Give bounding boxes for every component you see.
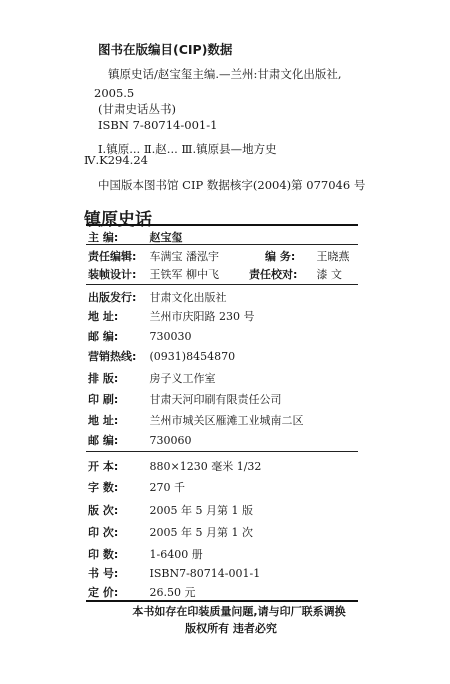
rule-bottom [86, 600, 358, 602]
value-hotline: (0931)8454870 [149, 350, 236, 363]
label-printer-address: 地 址: [88, 414, 119, 427]
label-printer-postcode: 邮 编: [88, 434, 119, 447]
rule-top [86, 224, 358, 226]
label-editor: 责任编辑: [88, 250, 137, 263]
spec-format [88, 458, 261, 474]
info-printer [88, 391, 282, 407]
value-proofreader: 漆 文 [316, 268, 342, 281]
info-printer-postcode [88, 432, 192, 448]
info-publisher [88, 289, 227, 305]
value-edition: 2005 年 5 月第 1 版 [149, 504, 253, 517]
value-editor: 车满宝 潘泓宇 [149, 250, 219, 263]
label-typeset: 排 版: [88, 372, 119, 385]
label-words: 字 数: [88, 481, 119, 494]
info-address [88, 308, 255, 324]
credit-chief-editor [88, 229, 183, 245]
credit-design [88, 266, 342, 282]
label-compiler: 编 务: [265, 250, 296, 263]
value-price: 26.50 元 [149, 586, 196, 599]
label-chief-editor: 主 编: [88, 231, 119, 244]
quality-notice: 本书如存在印装质量问题,请与印厂联系调换 [132, 605, 346, 618]
label-printer: 印 刷: [88, 393, 119, 406]
value-chief-editor: 赵宝玺 [149, 231, 183, 244]
spec-edition [88, 502, 253, 518]
label-copies: 印 数: [88, 548, 119, 561]
rule [86, 244, 358, 245]
label-edition: 版 次: [88, 504, 119, 517]
spec-isbn [88, 565, 260, 581]
cip-line-6: Ⅳ.K294.24 [84, 153, 148, 167]
value-compiler: 王晓燕 [316, 250, 350, 263]
value-typeset: 房子义工作室 [149, 372, 216, 385]
value-printing: 2005 年 5 月第 1 次 [149, 526, 253, 539]
cip-line-4: ISBN 7-80714-001-1 [98, 118, 218, 132]
info-typeset [88, 370, 216, 386]
value-format: 880×1230 毫米 1/32 [149, 460, 262, 473]
value-printer-postcode: 730060 [149, 434, 192, 447]
value-printer-address: 兰州市城关区雁滩工业城南二区 [149, 414, 304, 427]
label-design: 装帧设计: [88, 268, 137, 281]
cip-line-2: 2005.5 [94, 86, 135, 100]
rule [86, 451, 358, 452]
label-format: 开 本: [88, 460, 119, 473]
label-postcode: 邮 编: [88, 330, 119, 343]
spec-printing [88, 524, 253, 540]
value-isbn: ISBN7-80714-001-1 [149, 567, 261, 580]
cip-line-7: 中国版本图书馆 CIP 数据核字(2004)第 077046 号 [98, 178, 366, 192]
cip-line-1: 镇原史话/赵宝玺主编.—兰州:甘肃文化出版社, [108, 67, 342, 81]
copyright-notice: 版权所有 违者必究 [185, 622, 277, 635]
label-address: 地 址: [88, 310, 119, 323]
value-address: 兰州市庆阳路 230 号 [149, 310, 255, 323]
value-words: 270 千 [149, 481, 185, 494]
label-isbn: 书 号: [88, 567, 119, 580]
label-proofreader: 责任校对: [249, 268, 298, 281]
book-title: 镇原史话 [84, 210, 152, 230]
value-postcode: 730030 [149, 330, 192, 343]
cip-heading: 图书在版编目(CIP)数据 [98, 42, 233, 57]
info-postcode [88, 328, 192, 344]
label-publisher: 出版发行: [88, 291, 137, 304]
rule [86, 284, 358, 285]
cip-line-5: Ⅰ.镇原... Ⅱ.赵... Ⅲ.镇原县—地方史 [98, 142, 277, 156]
credit-editor [88, 248, 350, 264]
spec-price [88, 584, 196, 600]
cip-line-3: (甘肃史话丛书) [98, 102, 176, 116]
label-price: 定 价: [88, 586, 119, 599]
spec-copies [88, 546, 203, 562]
value-design: 王铁军 柳中飞 [149, 268, 219, 281]
spec-words [88, 479, 185, 495]
label-printing: 印 次: [88, 526, 119, 539]
value-publisher: 甘肃文化出版社 [149, 291, 227, 304]
value-copies: 1-6400 册 [149, 548, 203, 561]
info-hotline [88, 348, 235, 364]
value-printer: 甘肃天河印刷有限责任公司 [149, 393, 282, 406]
info-printer-address [88, 412, 304, 428]
label-hotline: 营销热线: [88, 350, 137, 363]
